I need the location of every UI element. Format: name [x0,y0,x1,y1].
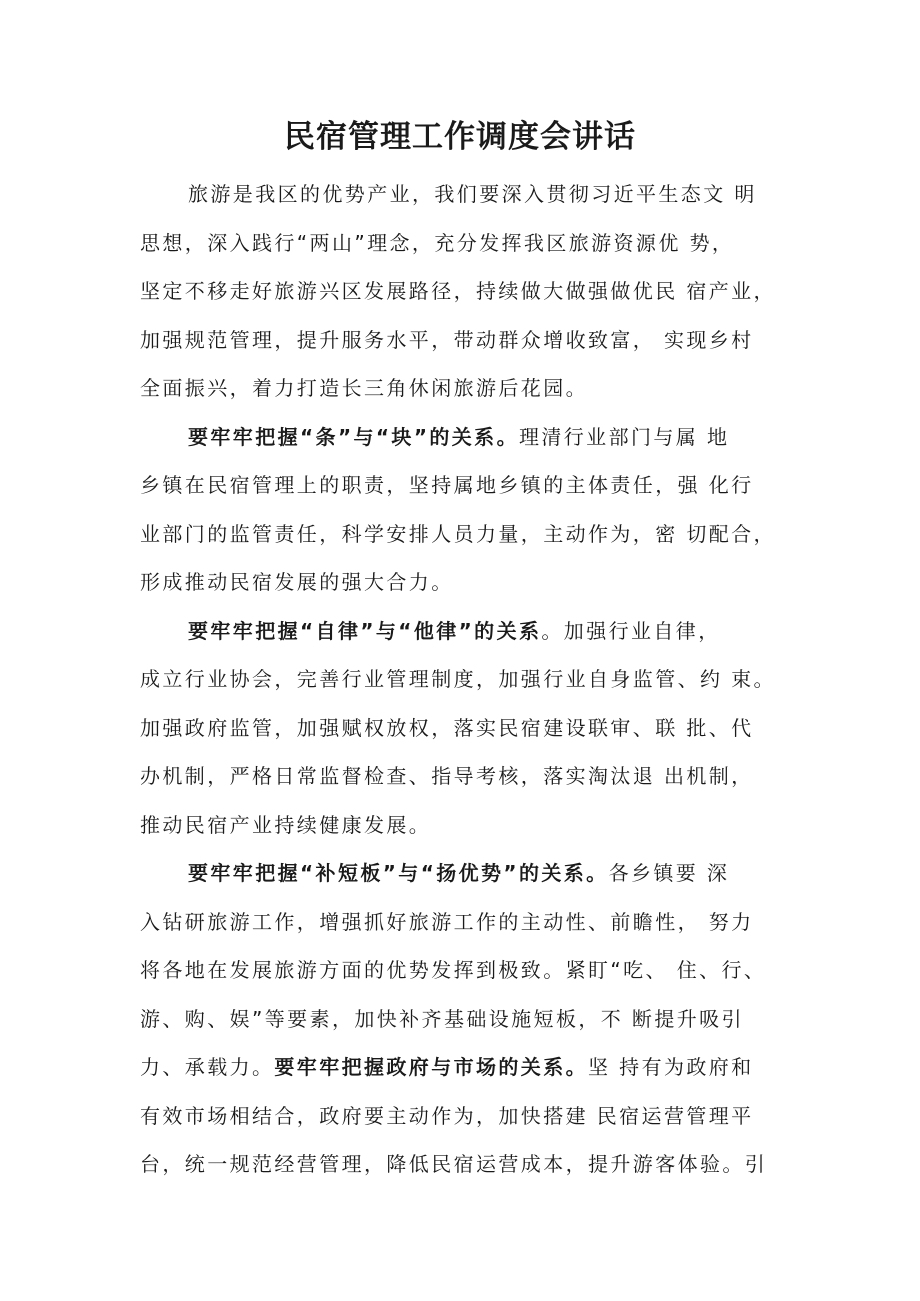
text-line [140,946,790,995]
body-text: 推动民宿产业持续健康发展。 [140,812,432,837]
text-line [140,510,790,559]
bold-heading-text: 要牢牢把握“补短板”与“扬优势”的关系。 [188,861,609,885]
text-line [140,752,790,801]
text-line [140,704,790,753]
text-line [140,170,790,219]
paragraph [140,849,790,1189]
text-line [140,655,790,704]
text-line [140,1092,790,1141]
body-text: 台，统一规范经营管理，降低民宿运营成本，提升游客体验。引 [140,1152,768,1176]
document-title: 民宿管理工作调度会讲话 [284,119,636,155]
paragraph [140,607,790,850]
body-text: 加强政府监管，加强赋权放权，落实民宿建设联审、联 批、代 [140,715,754,740]
paragraph [140,413,790,607]
body-text: 游、购、娱”等要素，加快补齐基础设施短板，不 断提升吸引 [140,1006,744,1031]
body-text: 旅游是我区的优势产业，我们要深入贯彻习近平生态文 明 [188,182,757,206]
text-line [140,316,790,365]
body-text: 理清行业部门与属 地 [518,424,730,449]
body-text: 有效市场相结合，政府要主动作为，加快搭建 民宿运营管理平 [140,1103,754,1128]
body-text: 。加强行业自律， [541,618,721,643]
body-text: 各乡镇要 深 [608,861,730,885]
body-text: 将各地在发展旅游方面的优势发挥到极致。紧盯“吃、 住、行、 [140,958,767,982]
bold-heading-text: 要牢牢把握“自律”与“他律”的关系 [188,618,542,643]
body-text: 业部门的监管责任，科学安排人员力量，主动作为，密 切配合， [140,521,776,546]
text-line [140,995,790,1044]
document-body [140,170,790,1189]
body-text: 成立行业协会，完善行业管理制度，加强行业自身监管、约 束。 [140,667,776,691]
text-line [140,364,790,413]
body-text: 入钻研旅游工作，增强抓好旅游工作的主动性、前瞻性， 努力 [140,909,754,934]
body-text: 办机制，严格日常监督检查、指导考核，落实淘汰退 出机制， [140,764,754,788]
text-line [140,849,790,898]
body-text: 加强规范管理，提升服务水平，带动群众增收致富， 实现乡村 [140,327,754,352]
text-line [140,898,790,947]
body-text: 力、承载力。 [140,1055,275,1079]
text-line [140,1043,790,1092]
body-text: 全面振兴，着力打造长三角休闲旅游后花园。 [140,376,588,400]
text-line [140,219,790,268]
text-line [140,413,790,462]
bold-heading-text: 要牢牢把握“条”与“块”的关系。 [188,424,519,449]
body-text: 坚定不移走好旅游兴区发展路径，持续做大做强做优民 宿产业， [140,279,776,303]
paragraph [140,170,790,413]
text-line [140,267,790,316]
body-text: 乡镇在民宿管理上的职责，坚持属地乡镇的主体责任，强 化行 [140,473,754,497]
text-line [140,558,790,607]
body-text: 思想，深入践行“两山”理念，充分发挥我区旅游资源优 势， [140,230,735,255]
body-text: 坚 持有为政府和 [588,1055,754,1079]
text-line [140,461,790,510]
text-line [140,607,790,656]
body-text: 形成推动民宿发展的强大合力。 [140,570,454,594]
bold-heading-text: 要牢牢把握政府与市场的关系。 [274,1055,589,1079]
text-line [140,801,790,850]
text-line [140,1140,790,1189]
